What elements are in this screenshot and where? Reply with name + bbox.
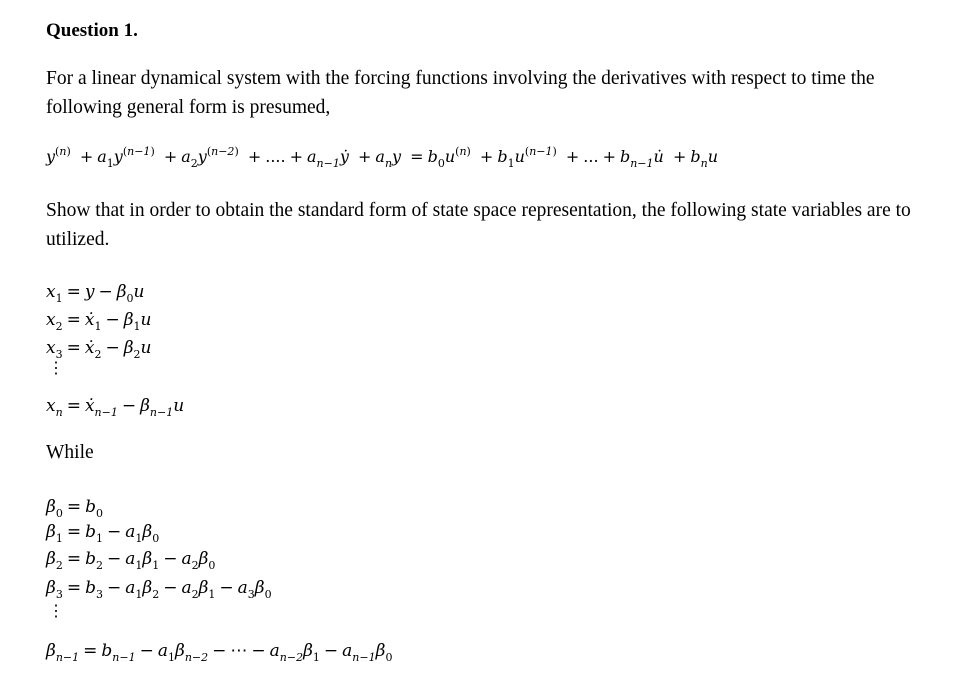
state-variable-x1: $x_1 = y - \beta_0u$	[46, 282, 145, 305]
general-form-equation: $y^{(n)} + a_1y^{(n-1)} + a_2y^{(n-2)}$ + .... + $a_{n-1}ẏ + a_ny = b_0u^{(n)} + b_1u^{(n-1)}$ + ... + $b_{n-1}u̇ + b_nu$	[46, 145, 718, 170]
beta-0-equation: $\beta_0 = b_0$	[46, 497, 103, 520]
state-variable-vertical-dots: ⋮	[48, 358, 64, 377]
beta-1-equation: $\beta_1 = b_1 - a_1\beta_0$	[46, 522, 160, 545]
state-variable-xn: $x_n$ = ẋ$_{n-1}$ − $\beta_{n-1}u$	[46, 396, 185, 419]
while-label: While	[46, 442, 94, 463]
state-variable-x2: $x_2$ = ẋ$_1$ − $\beta_1u$	[46, 310, 152, 333]
beta-vertical-dots: ⋮	[48, 601, 64, 620]
state-variable-x3: $x_3$ = ẋ$_2$ − $\beta_2u$	[46, 338, 152, 361]
beta-2-equation: $\beta_2 = b_2 - a_1\beta_1 - a_2\beta_0$	[46, 549, 216, 572]
intro-paragraph: For a linear dynamical system with the forcing functions involving the derivatives with respect to time the following general form is presumed,	[46, 68, 875, 118]
show-that-paragraph: Show that in order to obtain the standard form of state space representation, the following state variables are to utilized.	[46, 200, 911, 250]
beta-n-minus-1-equation: $\beta_{n-1} = b_{n-1} - a_1\beta_{n-2}$ − ⋯ − $a_{n-2}\beta_1 - a_{n-1}\beta_0$	[46, 641, 393, 664]
question-heading: Question 1.	[46, 20, 138, 41]
beta-3-equation: $\beta_3 = b_3 - a_1\beta_2 - a_2\beta_1 - a_3\beta_0$	[46, 578, 272, 601]
